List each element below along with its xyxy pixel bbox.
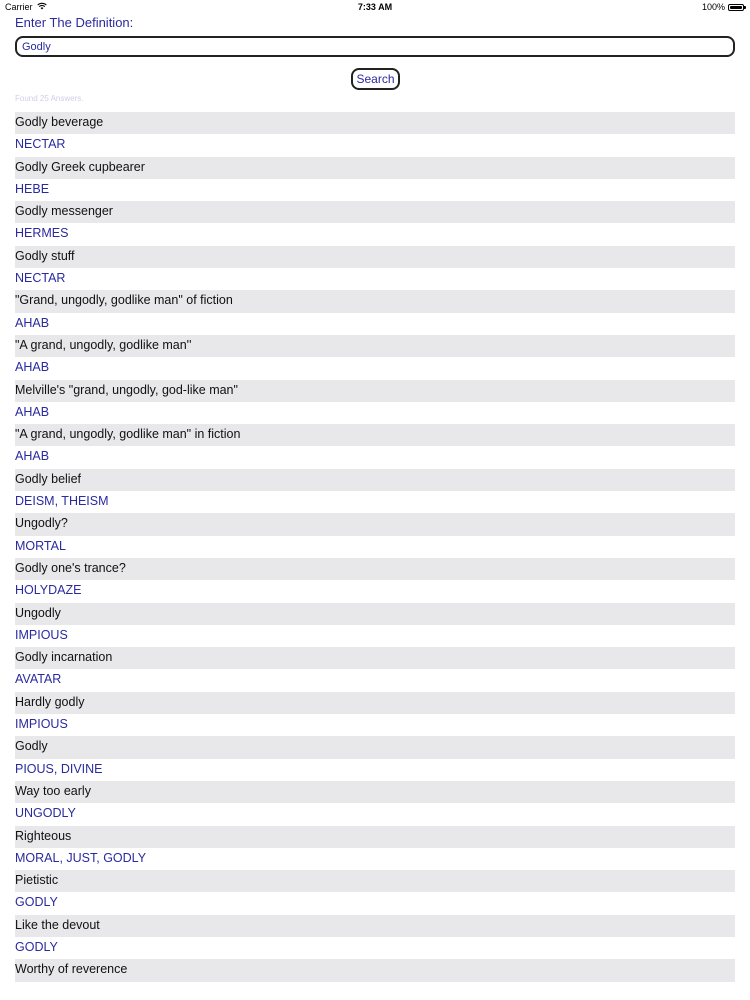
found-count-label: Found 25 Answers. <box>15 94 84 103</box>
result-answer-row[interactable]: AHAB <box>15 402 735 424</box>
result-answer-row[interactable]: MORAL, JUST, GODLY <box>15 848 735 870</box>
status-time: 7:33 AM <box>357 2 393 12</box>
result-clue-row[interactable]: Godly Greek cupbearer <box>15 157 735 179</box>
result-clue-row[interactable]: Ungodly? <box>15 513 735 535</box>
result-clue-row[interactable]: Melville's "grand, ungodly, god-like man" <box>15 380 735 402</box>
battery-icon <box>728 4 744 11</box>
result-answer-row[interactable]: GODLY <box>15 892 735 914</box>
result-clue-row[interactable]: Godly beverage <box>15 112 735 134</box>
definition-prompt: Enter The Definition: <box>15 15 134 30</box>
definition-search-input[interactable] <box>15 36 735 57</box>
result-answer-row[interactable]: UNGODLY <box>15 803 735 825</box>
result-clue-row[interactable]: Ungodly <box>15 603 735 625</box>
result-answer-row[interactable]: PIOUS, DIVINE <box>15 759 735 781</box>
results-list[interactable] <box>15 112 735 982</box>
result-clue-row[interactable]: Like the devout <box>15 915 735 937</box>
result-clue-row[interactable]: Godly incarnation <box>15 647 735 669</box>
result-clue-row[interactable]: "A grand, ungodly, godlike man'' <box>15 335 735 357</box>
result-answer-row[interactable]: AHAB <box>15 446 735 468</box>
result-answer-row[interactable]: NECTAR <box>15 268 735 290</box>
search-button[interactable]: Search <box>351 68 400 90</box>
status-bar <box>0 0 750 14</box>
result-answer-row[interactable]: DEISM, THEISM <box>15 491 735 513</box>
battery-percent: 100% <box>701 2 725 12</box>
result-clue-row[interactable]: Righteous <box>15 826 735 848</box>
result-answer-row[interactable]: NECTAR <box>15 134 735 156</box>
result-clue-row[interactable]: Godly belief <box>15 469 735 491</box>
status-right <box>702 2 744 12</box>
result-clue-row[interactable]: Godly stuff <box>15 246 735 268</box>
result-clue-row[interactable]: Godly messenger <box>15 201 735 223</box>
result-clue-row[interactable]: Hardly godly <box>15 692 735 714</box>
result-answer-row[interactable]: HERMES <box>15 223 735 245</box>
result-answer-row[interactable]: AVATAR <box>15 669 735 691</box>
result-answer-row[interactable]: IMPIOUS <box>15 625 735 647</box>
battery-fill <box>730 6 742 9</box>
result-answer-row[interactable]: HOLYDAZE <box>15 580 735 602</box>
result-clue-row[interactable]: Godly one's trance? <box>15 558 735 580</box>
result-clue-row[interactable]: Pietistic <box>15 870 735 892</box>
result-answer-row[interactable]: MORTAL <box>15 536 735 558</box>
result-clue-row[interactable]: "A grand, ungodly, godlike man" in fiction <box>15 424 735 446</box>
result-answer-row[interactable]: HEBE <box>15 179 735 201</box>
result-answer-row[interactable]: IMPIOUS <box>15 714 735 736</box>
result-answer-row[interactable]: AHAB <box>15 357 735 379</box>
result-clue-row[interactable]: Worthy of reverence <box>15 959 735 981</box>
result-clue-row[interactable]: Godly <box>15 736 735 758</box>
result-clue-row[interactable]: "Grand, ungodly, godlike man" of fiction <box>15 290 735 312</box>
result-answer-row[interactable]: GODLY <box>15 937 735 959</box>
result-clue-row[interactable]: Way too early <box>15 781 735 803</box>
result-answer-row[interactable]: AHAB <box>15 313 735 335</box>
carrier-label: Carrier <box>5 2 33 12</box>
